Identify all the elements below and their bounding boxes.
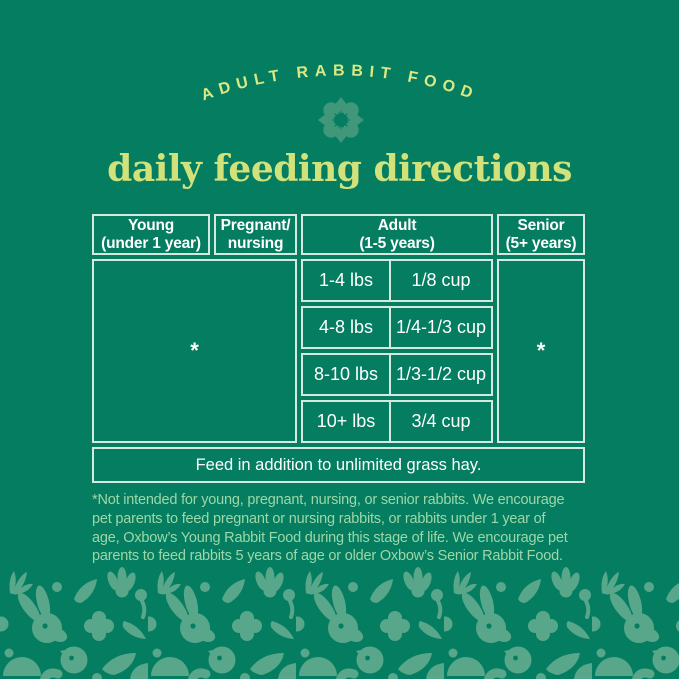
col-header-young-label: Young <box>127 216 175 234</box>
col-header-pregnant <box>214 214 297 255</box>
weight-cell: 8-10 lbs <box>303 355 391 394</box>
col-header-young-sub: (under 1 year) <box>101 234 201 252</box>
footnote-line: pet parents to feed pregnant or nursing rabbits, or rabbits under 1 year of <box>92 510 546 527</box>
col-header-senior <box>497 214 585 255</box>
table-body-row <box>92 259 585 443</box>
col-header-adult <box>301 214 493 255</box>
page-title: daily feeding directions <box>107 148 572 190</box>
weight-cell: 10+ lbs <box>303 402 391 441</box>
hay-note-cell: Feed in addition to unlimited grass hay. <box>92 447 585 483</box>
feeding-table <box>92 214 585 483</box>
cell-young-pregnant-asterisk <box>92 259 297 443</box>
footnote <box>92 491 592 566</box>
brand-arc-label: ADULT RABBIT FOOD <box>199 62 481 105</box>
rabbit-botanical-pattern <box>0 567 679 679</box>
amount-cell: 1/4-1/3 cup <box>395 317 487 337</box>
weight-cell: 1-4 lbs <box>303 261 391 300</box>
amount-cell: 1/8 cup <box>411 270 471 290</box>
amount-cell: 1/3-1/2 cup <box>395 364 487 384</box>
young-pregnant-asterisk: * <box>190 338 199 363</box>
footnote-line: parents to feed rabbits 5 years of age or older Oxbow’s Senior Rabbit Food. <box>92 548 563 565</box>
col-header-pregnant-sub: nursing <box>227 234 284 252</box>
col-header-adult-sub: (1-5 years) <box>359 234 435 252</box>
table-row <box>301 259 493 302</box>
table-row <box>301 306 493 349</box>
senior-asterisk: * <box>536 338 546 363</box>
footnote-line: age, Oxbow’s Young Rabbit Food during this stage of life. We encourage pet <box>92 529 568 546</box>
col-header-adult-label: Adult <box>377 216 417 234</box>
flower-rosette-icon <box>317 96 365 144</box>
adult-feeding-grid <box>301 259 493 443</box>
col-header-young <box>92 214 210 255</box>
footnote-line: *Not intended for young, pregnant, nursing, or senior rabbits. We encourage <box>92 492 565 508</box>
table-row <box>301 400 493 443</box>
col-header-pregnant-label: Pregnant/ <box>220 216 291 234</box>
cell-senior-asterisk <box>497 259 585 443</box>
amount-cell: 3/4 cup <box>411 411 471 431</box>
col-header-senior-sub: (5+ years) <box>505 234 577 252</box>
weight-cell: 4-8 lbs <box>303 308 391 347</box>
table-row <box>301 353 493 396</box>
col-header-senior-label: Senior <box>517 216 565 234</box>
table-header-row <box>92 214 585 255</box>
